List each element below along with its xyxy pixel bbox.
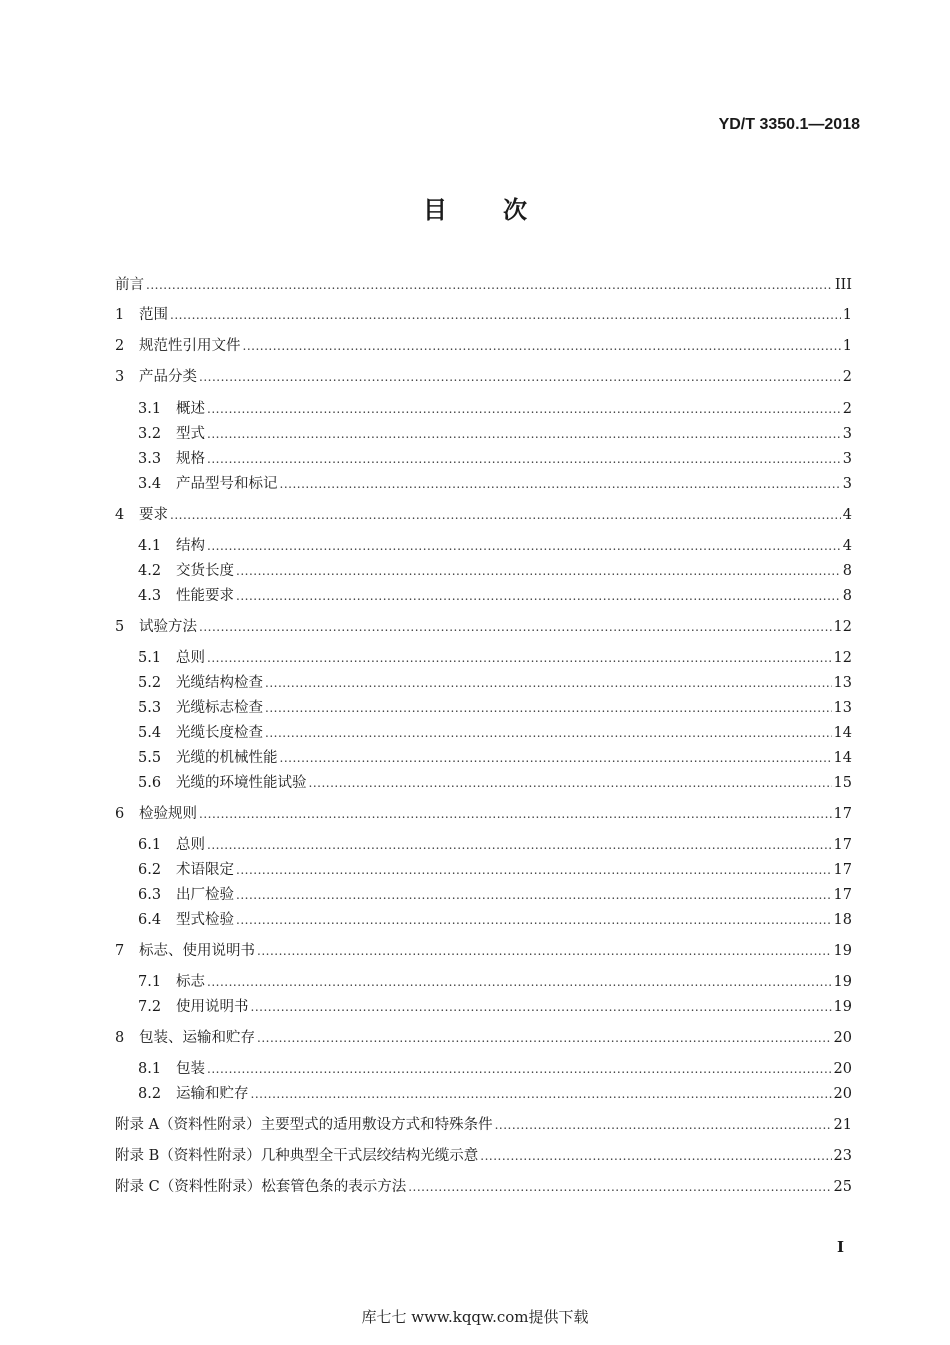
- toc-entry[interactable]: [138, 697, 852, 719]
- toc-entry[interactable]: [138, 909, 852, 931]
- toc-dot-leader: [207, 1058, 832, 1080]
- toc-entry-number: 4.2: [138, 563, 162, 579]
- toc-entry-label: 光缆的机械性能: [176, 750, 278, 766]
- toc-entry-page: 14: [833, 750, 852, 766]
- toc-entry[interactable]: [138, 747, 852, 769]
- toc-entry[interactable]: [115, 304, 852, 326]
- toc-entry-number: 5: [115, 619, 125, 635]
- toc-entry-number: 4.3: [138, 588, 162, 604]
- toc-entry-label: 附录 C（资料性附录）松套管色条的表示方法: [115, 1179, 407, 1195]
- toc-entry-label: 范围: [139, 307, 168, 323]
- toc-entry-label: 出厂检验: [176, 887, 234, 903]
- toc-entry-page: 20: [833, 1061, 852, 1077]
- toc-entry[interactable]: [138, 535, 852, 557]
- toc-entry-number: 2: [115, 338, 125, 354]
- toc-entry[interactable]: [115, 1027, 852, 1049]
- toc-entry-page: 15: [833, 775, 852, 791]
- toc-dot-leader: [495, 1114, 832, 1136]
- toc-entry-page: 18: [833, 912, 852, 928]
- toc-entry[interactable]: [138, 398, 852, 420]
- toc-entry-number: 7.1: [138, 974, 162, 990]
- toc-entry-label: 标志: [176, 974, 205, 990]
- toc-entry-page: 12: [833, 619, 852, 635]
- toc-entry[interactable]: [138, 971, 852, 993]
- toc-entry-label: 附录 A（资料性附录）主要型式的适用敷设方式和特殊条件: [115, 1117, 493, 1133]
- toc-entry-number: 8.1: [138, 1061, 162, 1077]
- toc-entry[interactable]: [138, 772, 852, 794]
- toc-entry[interactable]: [115, 335, 852, 357]
- toc-entry-number: 7.2: [138, 999, 162, 1015]
- toc-entry-label: 前言: [115, 277, 144, 293]
- toc-dot-leader: [199, 616, 832, 638]
- toc-entry-number: 5.6: [138, 775, 162, 791]
- toc-dot-leader: [170, 304, 841, 326]
- toc-entry-page: 13: [833, 675, 852, 691]
- toc-entry[interactable]: [138, 1058, 852, 1080]
- page-title: 目次: [423, 196, 583, 224]
- toc-entry-number: 6.4: [138, 912, 162, 928]
- toc-entry-page: 17: [833, 837, 852, 853]
- toc-entry-page: 25: [833, 1179, 852, 1195]
- toc-entry-label: 性能要求: [176, 588, 234, 604]
- toc-entry[interactable]: [138, 473, 852, 495]
- toc-entry[interactable]: [115, 616, 852, 638]
- toc-entry[interactable]: [138, 672, 852, 694]
- toc-dot-leader: [257, 940, 832, 962]
- toc-dot-leader: [251, 1083, 832, 1105]
- toc-entry-number: 1: [115, 307, 125, 323]
- toc-entry[interactable]: [138, 859, 852, 881]
- toc-entry-label: 规格: [176, 451, 205, 467]
- toc-entry-number: 3.1: [138, 401, 162, 417]
- toc-dot-leader: [170, 504, 841, 526]
- toc-entry-page: 1: [842, 338, 852, 354]
- toc-entry-label: 光缆长度检查: [176, 725, 263, 741]
- toc-entry-page: 21: [833, 1117, 852, 1133]
- toc-entry-label: 光缆的环境性能试验: [176, 775, 307, 791]
- footer-source: 库七七 www.kqqw.com提供下载: [361, 1308, 589, 1326]
- toc-entry-page: 1: [842, 307, 852, 323]
- toc-dot-leader: [207, 535, 841, 557]
- toc-entry[interactable]: [115, 1145, 852, 1167]
- toc-dot-leader: [265, 722, 832, 744]
- toc-entry-number: 5.5: [138, 750, 162, 766]
- toc-entry-label: 检验规则: [139, 806, 197, 822]
- toc-dot-leader: [280, 747, 832, 769]
- toc-entry-label: 光缆标志检查: [176, 700, 263, 716]
- toc-dot-leader: [236, 909, 832, 931]
- toc-entry-label: 使用说明书: [176, 999, 249, 1015]
- toc-entry[interactable]: [138, 560, 852, 582]
- toc-entry-page: 17: [833, 806, 852, 822]
- toc-dot-leader: [207, 971, 832, 993]
- toc-entry-number: 8: [115, 1030, 125, 1046]
- toc-dot-leader: [207, 423, 841, 445]
- standard-number: YD/T 3350.1—2018: [718, 116, 860, 133]
- toc-dot-leader: [236, 560, 841, 582]
- toc-entry-page: III: [834, 277, 852, 293]
- toc-entry[interactable]: [115, 274, 852, 296]
- toc-entry-number: 5.1: [138, 650, 162, 666]
- toc-entry[interactable]: [138, 647, 852, 669]
- toc-entry[interactable]: [115, 1114, 852, 1136]
- toc-dot-leader: [236, 859, 832, 881]
- toc-entry-label: 要求: [139, 507, 168, 523]
- toc-entry-page: 3: [842, 451, 852, 467]
- toc-entry-number: 4: [115, 507, 125, 523]
- toc-entry-page: 2: [842, 369, 852, 385]
- toc-entry-number: 6.2: [138, 862, 162, 878]
- toc-entry[interactable]: [115, 803, 852, 825]
- toc-entry-label: 型式: [176, 426, 205, 442]
- toc-entry-label: 包装: [176, 1061, 205, 1077]
- toc-entry-label: 总则: [176, 650, 205, 666]
- toc-entry-page: 20: [833, 1086, 852, 1102]
- toc-entry-page: 4: [842, 507, 852, 523]
- toc-entry-label: 概述: [176, 401, 205, 417]
- toc-entry-page: 12: [833, 650, 852, 666]
- toc-entry[interactable]: [138, 423, 852, 445]
- toc-dot-leader: [199, 803, 832, 825]
- toc-entry-label: 试验方法: [139, 619, 197, 635]
- toc-entry-label: 产品型号和标记: [176, 476, 278, 492]
- toc-dot-leader: [243, 335, 841, 357]
- toc-entry-page: 19: [833, 943, 852, 959]
- toc-dot-leader: [265, 697, 832, 719]
- toc-entry-number: 8.2: [138, 1086, 162, 1102]
- toc-entry-number: 7: [115, 943, 125, 959]
- toc-entry-number: 3: [115, 369, 125, 385]
- toc-entry-number: 5.3: [138, 700, 162, 716]
- toc-entry-page: 17: [833, 862, 852, 878]
- toc-entry-page: 19: [833, 974, 852, 990]
- toc-entry-label: 光缆结构检查: [176, 675, 263, 691]
- toc-entry-label: 产品分类: [139, 369, 197, 385]
- toc-entry-page: 3: [842, 476, 852, 492]
- toc-entry-label: 术语限定: [176, 862, 234, 878]
- toc-entry-label: 附录 B（资料性附录）几种典型全干式层绞结构光缆示意: [115, 1148, 479, 1164]
- toc-entry[interactable]: [115, 504, 852, 526]
- toc-dot-leader: [207, 398, 841, 420]
- toc-dot-leader: [257, 1027, 832, 1049]
- toc-dot-leader: [199, 366, 841, 388]
- toc-entry-label: 运输和贮存: [176, 1086, 249, 1102]
- toc-entry[interactable]: [115, 940, 852, 962]
- toc-entry-label: 交货长度: [176, 563, 234, 579]
- toc-dot-leader: [146, 274, 833, 296]
- toc-entry-number: 6: [115, 806, 125, 822]
- toc-dot-leader: [265, 672, 832, 694]
- toc-entry-number: 3.3: [138, 451, 162, 467]
- toc-entry-number: 4.1: [138, 538, 162, 554]
- toc-dot-leader: [207, 834, 832, 856]
- toc-entry[interactable]: [138, 448, 852, 470]
- toc-entry[interactable]: [138, 884, 852, 906]
- toc-entry-label: 结构: [176, 538, 205, 554]
- toc-dot-leader: [207, 647, 832, 669]
- toc-entry-page: 19: [833, 999, 852, 1015]
- toc-dot-leader: [408, 1176, 831, 1198]
- toc-entry-page: 23: [833, 1148, 852, 1164]
- toc-entry[interactable]: [138, 996, 852, 1018]
- toc-entry-page: 2: [842, 401, 852, 417]
- toc-dot-leader: [251, 996, 832, 1018]
- toc-entry-label: 总则: [176, 837, 205, 853]
- toc-entry-number: 5.4: [138, 725, 162, 741]
- toc-entry-page: 4: [842, 538, 852, 554]
- toc-entry[interactable]: [138, 722, 852, 744]
- toc-entry-page: 8: [842, 588, 852, 604]
- toc-dot-leader: [207, 448, 841, 470]
- toc-entry-label: 规范性引用文件: [139, 338, 241, 354]
- page-number: I: [836, 1238, 844, 1256]
- toc-entry-page: 14: [833, 725, 852, 741]
- toc-entry-number: 6.1: [138, 837, 162, 853]
- toc-entry-page: 17: [833, 887, 852, 903]
- toc-dot-leader: [480, 1145, 831, 1167]
- toc-entry-number: 3.2: [138, 426, 162, 442]
- toc-entry-page: 8: [842, 563, 852, 579]
- toc-entry-label: 包装、运输和贮存: [139, 1030, 255, 1046]
- toc-entry[interactable]: [138, 1083, 852, 1105]
- toc-entry-label: 标志、使用说明书: [139, 943, 255, 959]
- toc-entry-number: 5.2: [138, 675, 162, 691]
- toc-entry-page: 3: [842, 426, 852, 442]
- toc-entry[interactable]: [138, 585, 852, 607]
- toc-entry[interactable]: [115, 1176, 852, 1198]
- toc-entry[interactable]: [138, 834, 852, 856]
- toc-entry-number: 3.4: [138, 476, 162, 492]
- toc-entry-page: 20: [833, 1030, 852, 1046]
- toc-entry-page: 13: [833, 700, 852, 716]
- toc-dot-leader: [236, 884, 832, 906]
- toc-entry-number: 6.3: [138, 887, 162, 903]
- toc-dot-leader: [236, 585, 841, 607]
- toc-dot-leader: [309, 772, 832, 794]
- toc-entry[interactable]: [115, 366, 852, 388]
- toc-entry-label: 型式检验: [176, 912, 234, 928]
- toc-dot-leader: [280, 473, 841, 495]
